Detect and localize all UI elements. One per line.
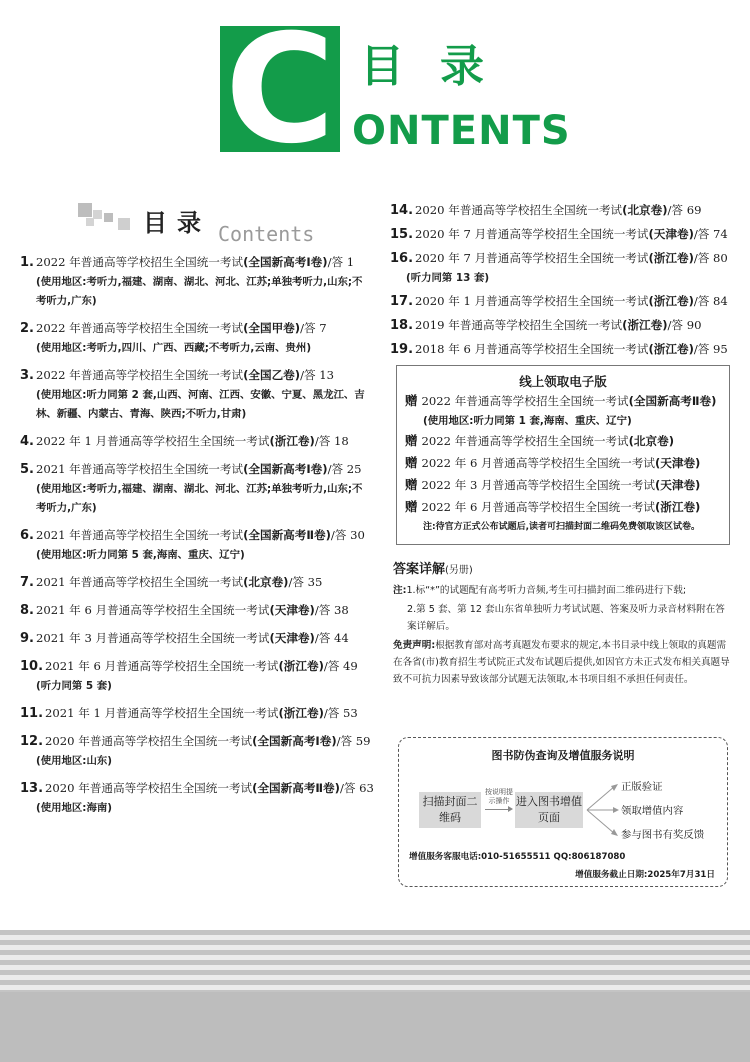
toc-item-note: (使用地区:山东) <box>36 755 112 767</box>
toc-item[interactable]: 19. 2018 年 6 月普通高等学校招生全国统一考试(浙江卷)/答 95 <box>390 342 728 357</box>
logo-c-block <box>220 3 340 177</box>
answers-heading: 答案详解(另册) <box>393 562 473 577</box>
toc-item[interactable]: 10. 2021 年 6 月普通高等学校招生全国统一考试(浙江卷)/答 49 <box>20 659 358 674</box>
answers-heading-note: (另册) <box>445 565 473 576</box>
service-title: 图书防伪查询及增值服务说明 <box>491 749 635 762</box>
toc-item[interactable]: 12. 2020 年普通高等学校招生全国统一考试(全国新高考Ⅰ卷)/答 59 <box>20 734 371 749</box>
toc-item[interactable]: 7. 2021 年普通高等学校招生全国统一考试(北京卷)/答 35 <box>20 575 323 590</box>
toc-item-note: (使用地区:海南) <box>36 802 112 814</box>
toc-item[interactable]: 3. 2022 年普通高等学校招生全国统一考试(全国乙卷)/答 13 <box>20 368 335 383</box>
service-phone: 增值服务客服电话:010-51655511 QQ:806187080 <box>409 852 626 862</box>
contents-heading-en: Contents <box>218 222 315 246</box>
service-deadline: 增值服务截止日期:2025年7月31日 <box>575 870 715 880</box>
toc-right-column <box>390 200 730 360</box>
toc-item[interactable]: 14. 2020 年普通高等学校招生全国统一考试(北京卷)/答 69 <box>390 203 702 218</box>
step-hint: 按说明提示操作 <box>485 788 513 805</box>
toc-item[interactable]: 11. 2021 年 1 月普通高等学校招生全国统一考试(浙江卷)/答 53 <box>20 706 358 721</box>
page-title-en: ONTENTS <box>352 108 571 154</box>
note-2: 2.第 5 套、第 12 套山东省单独听力考试试题、答案及听力录音材料附在答案详解后。 <box>407 604 725 632</box>
bonus-item[interactable]: 赠 2022 年 6 月普通高等学校招生全国统一考试(天津卷) <box>405 455 701 470</box>
option-get-content: 领取增值内容 <box>621 805 684 817</box>
enter-page-step: 进入图书增值页面 <box>515 792 583 828</box>
page-title-cn: 目录 <box>360 41 520 92</box>
toc-left-column <box>20 252 372 818</box>
toc-item-note: (听力同第 5 套) <box>36 680 112 692</box>
disclaimer <box>393 637 733 688</box>
logo-c-letter: C <box>224 3 336 177</box>
disclaimer-label: 免责声明: <box>393 640 436 651</box>
toc-item[interactable]: 4. 2022 年 1 月普通高等学校招生全国统一考试(浙江卷)/答 18 <box>20 434 349 449</box>
toc-item[interactable]: 18. 2019 年普通高等学校招生全国统一考试(浙江卷)/答 90 <box>390 318 702 333</box>
note-1: 1.标“*”的试题配有高考听力音频,考生可扫描封面二维码进行下载; <box>406 585 687 596</box>
decor-band <box>0 992 750 1062</box>
toc-item[interactable]: 17. 2020 年 1 月普通高等学校招生全国统一考试(浙江卷)/答 84 <box>390 294 728 309</box>
online-bonus-box <box>396 365 730 545</box>
toc-item[interactable]: 9. 2021 年 3 月普通高等学校招生全国统一考试(天津卷)/答 44 <box>20 631 349 646</box>
branch-arrows-icon <box>585 776 621 846</box>
toc-item-note: (使用地区:考听力,福建、湖南、湖北、河北、江苏;单独考听力,山东;不考听力,广东) <box>36 483 363 514</box>
toc-item[interactable]: 16. 2020 年 7 月普通高等学校招生全国统一考试(浙江卷)/答 80 <box>390 251 728 266</box>
toc-item[interactable]: 5. 2021 年普通高等学校招生全国统一考试(全国新高考Ⅰ卷)/答 25 <box>20 462 362 477</box>
toc-item[interactable]: 2. 2022 年普通高等学校招生全国统一考试(全国甲卷)/答 7 <box>20 321 327 336</box>
bonus-item[interactable]: 赠 2022 年普通高等学校招生全国统一考试(北京卷) <box>405 433 675 448</box>
toc-item[interactable]: 1. 2022 年普通高等学校招生全国统一考试(全国新高考Ⅰ卷)/答 1 <box>20 255 355 270</box>
toc-item-note: (使用地区:考听力,四川、广西、西藏;不考听力,云南、贵州) <box>36 342 312 354</box>
bonus-item[interactable]: 赠 2022 年普通高等学校招生全国统一考试(全国新高考Ⅱ卷) <box>405 393 717 408</box>
toc-item[interactable]: 15. 2020 年 7 月普通高等学校招生全国统一考试(天津卷)/答 74 <box>390 227 728 242</box>
contents-heading-cn: 目录 <box>143 209 211 237</box>
online-bonus-note: 注:待官方正式公布试题后,读者可扫描封面二维码免费领取该区试卷。 <box>423 522 701 532</box>
online-bonus-title: 线上领取电子版 <box>519 374 607 389</box>
toc-item[interactable]: 13. 2020 年普通高等学校招生全国统一考试(全国新高考Ⅱ卷)/答 63 <box>20 781 374 796</box>
toc-item-note: (使用地区:考听力,福建、湖南、湖北、河北、江苏;单独考听力,山东;不考听力,广东) <box>36 276 363 307</box>
service-info-box <box>398 737 728 887</box>
toc-item-note: (使用地区:听力同第 2 套,山西、河南、江西、安徽、宁夏、黑龙江、吉林、新疆、内蒙古、青海、陕西;不听力,甘肃) <box>36 389 365 420</box>
bonus-item[interactable]: 赠 2022 年 3 月普通高等学校招生全国统一考试(天津卷) <box>405 477 701 492</box>
decor-square <box>93 210 102 219</box>
decor-square <box>86 218 94 226</box>
option-verify: 正版验证 <box>621 781 663 793</box>
decor-square <box>104 213 113 222</box>
option-feedback: 参与图书有奖反馈 <box>621 829 705 841</box>
toc-item[interactable]: 8. 2021 年 6 月普通高等学校招生全国统一考试(天津卷)/答 38 <box>20 603 349 618</box>
scan-qr-step: 扫描封面二维码 <box>419 792 481 828</box>
toc-item-note: (使用地区:听力同第 5 套,海南、重庆、辽宁) <box>36 549 245 561</box>
answers-notes: 注:1.标“*”的试题配有高考听力音频,考生可扫描封面二维码进行下载; 2.第 5 套、第 12 套山东省单独听力考试试题、答案及听力录音材料附在答案详解后。 <box>393 582 733 637</box>
bonus-item[interactable]: 赠 2022 年 6 月普通高等学校招生全国统一考试(浙江卷) <box>405 499 701 514</box>
arrow-right-icon <box>485 809 509 810</box>
toc-item-note: (听力同第 13 套) <box>406 272 490 284</box>
decor-stripes <box>0 930 750 1062</box>
decor-square <box>118 218 130 230</box>
bonus-item-note: (使用地区:听力同第 1 套,海南、重庆、辽宁) <box>423 415 632 427</box>
toc-item[interactable]: 6. 2021 年普通高等学校招生全国统一考试(全国新高考Ⅱ卷)/答 30 <box>20 528 365 543</box>
disclaimer-text: 根据教育部对高考真题发布要求的规定,本书目录中线上领取的真题需在各省(市)教育招生考试院正式发布试题后提供,如因官方未正式发布相关真题导致不可抗力因素导致该部分试题无法领取,本书项目组不承担任何责任。 <box>393 640 730 685</box>
decor-square <box>78 203 92 217</box>
